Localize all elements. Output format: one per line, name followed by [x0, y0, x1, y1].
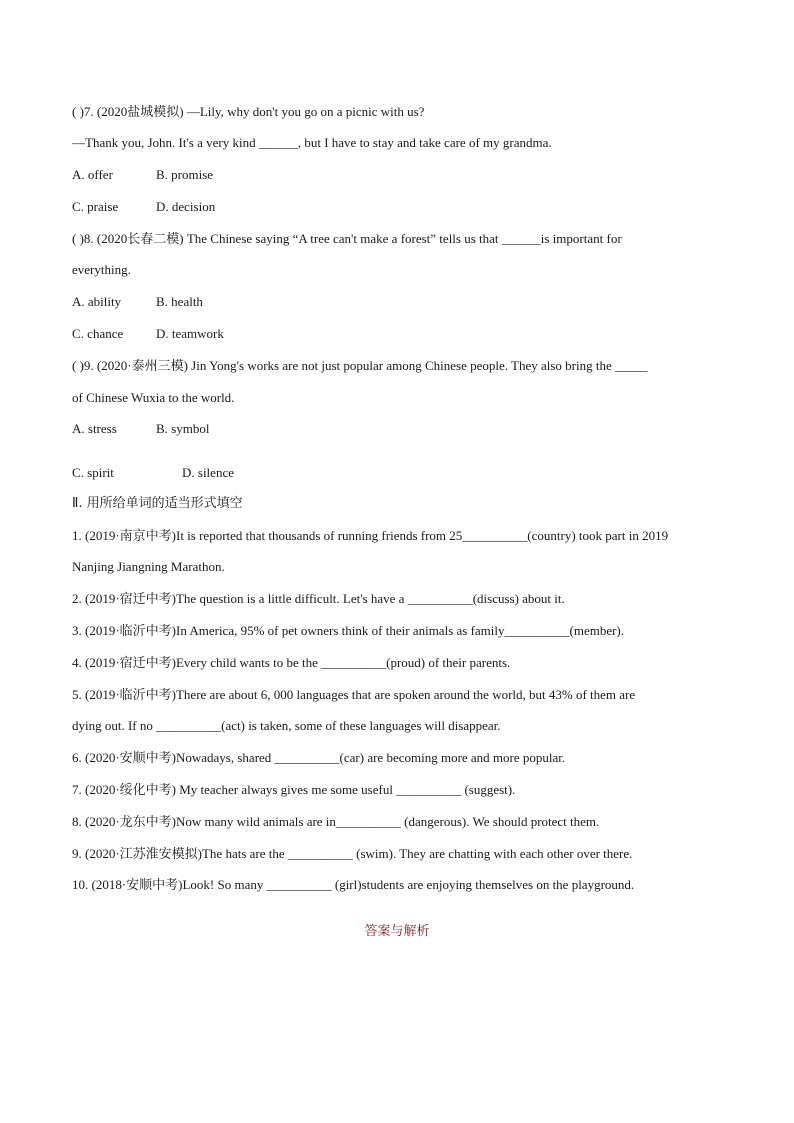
question-9-option-d: D. silence: [182, 465, 234, 480]
question-7-option-d: D. decision: [156, 199, 216, 214]
section-2-title: Ⅱ. 用所给单词的适当形式填空: [72, 496, 243, 511]
fill-question-6: 6. (2020·安顺中考)Nowadays, shared __________(car) are becoming more and more popular.: [72, 750, 566, 765]
fill-question-2: 2. (2019·宿迁中考)The question is a little difficult. Let's have a __________(discuss) about it.: [72, 591, 565, 606]
fill-question-10: 10. (2018·安顺中考)Look! So many __________ (girl)students are enjoying themselves on the playground.: [72, 877, 635, 892]
question-8-option-c: C. chance: [72, 326, 124, 341]
question-7-option-c: C. praise: [72, 199, 119, 214]
fill-question-3: 3. (2019·临沂中考)In America, 95% of pet owners think of their animals as family__________(member).: [72, 623, 625, 638]
fill-question-5-continued: dying out. If no __________(act) is taken, some of these languages will disappear.: [72, 718, 501, 733]
question-8-option-a: A. ability: [72, 294, 122, 309]
question-7-stem-continued: —Thank you, John. It's a very kind ______, but I have to stay and take care of my grandma.: [72, 135, 552, 150]
fill-question-9: 9. (2020·江苏淮安模拟)The hats are the __________ (swim). They are chatting with each other over there.: [72, 846, 633, 861]
fill-question-8: 8. (2020·龙东中考)Now many wild animals are in__________ (dangerous). We should protect them.: [72, 814, 600, 829]
question-8-option-d: D. teamwork: [156, 326, 224, 341]
question-7-option-a: A. offer: [72, 167, 113, 182]
question-9-option-a: A. stress: [72, 421, 117, 436]
question-8-option-b: B. health: [156, 294, 203, 309]
answer-heading: 答案与解析: [364, 924, 430, 939]
fill-question-1: 1. (2019·南京中考)It is reported that thousands of running friends from 25__________(country) took part in 2019: [72, 528, 669, 543]
question-9-stem-continued: of Chinese Wuxia to the world.: [72, 390, 235, 405]
question-7-option-b: B. promise: [156, 167, 214, 182]
question-9-option-c: C. spirit: [72, 465, 114, 480]
fill-question-5: 5. (2019·临沂中考)There are about 6, 000 languages that are spoken around the world, but 43% of them are: [72, 687, 636, 702]
fill-question-7: 7. (2020·绥化中考) My teacher always gives me some useful __________ (suggest).: [72, 782, 516, 797]
question-9-stem: ( )9. (2020·泰州三模) Jin Yong's works are not just popular among Chinese people. They also bring the _____: [72, 358, 648, 373]
question-9-option-b: B. symbol: [156, 421, 210, 436]
question-8-stem: ( )8. (2020长春二模) The Chinese saying “A tree can't make a forest” tells us that ______is important for: [72, 231, 622, 246]
fill-question-4: 4. (2019·宿迁中考)Every child wants to be the __________(proud) of their parents.: [72, 655, 511, 670]
question-8-stem-continued: everything.: [72, 262, 131, 277]
question-7-stem: ( )7. (2020盐城模拟) —Lily, why don't you go on a picnic with us?: [72, 104, 425, 119]
fill-question-1-continued: Nanjing Jiangning Marathon.: [72, 559, 225, 574]
